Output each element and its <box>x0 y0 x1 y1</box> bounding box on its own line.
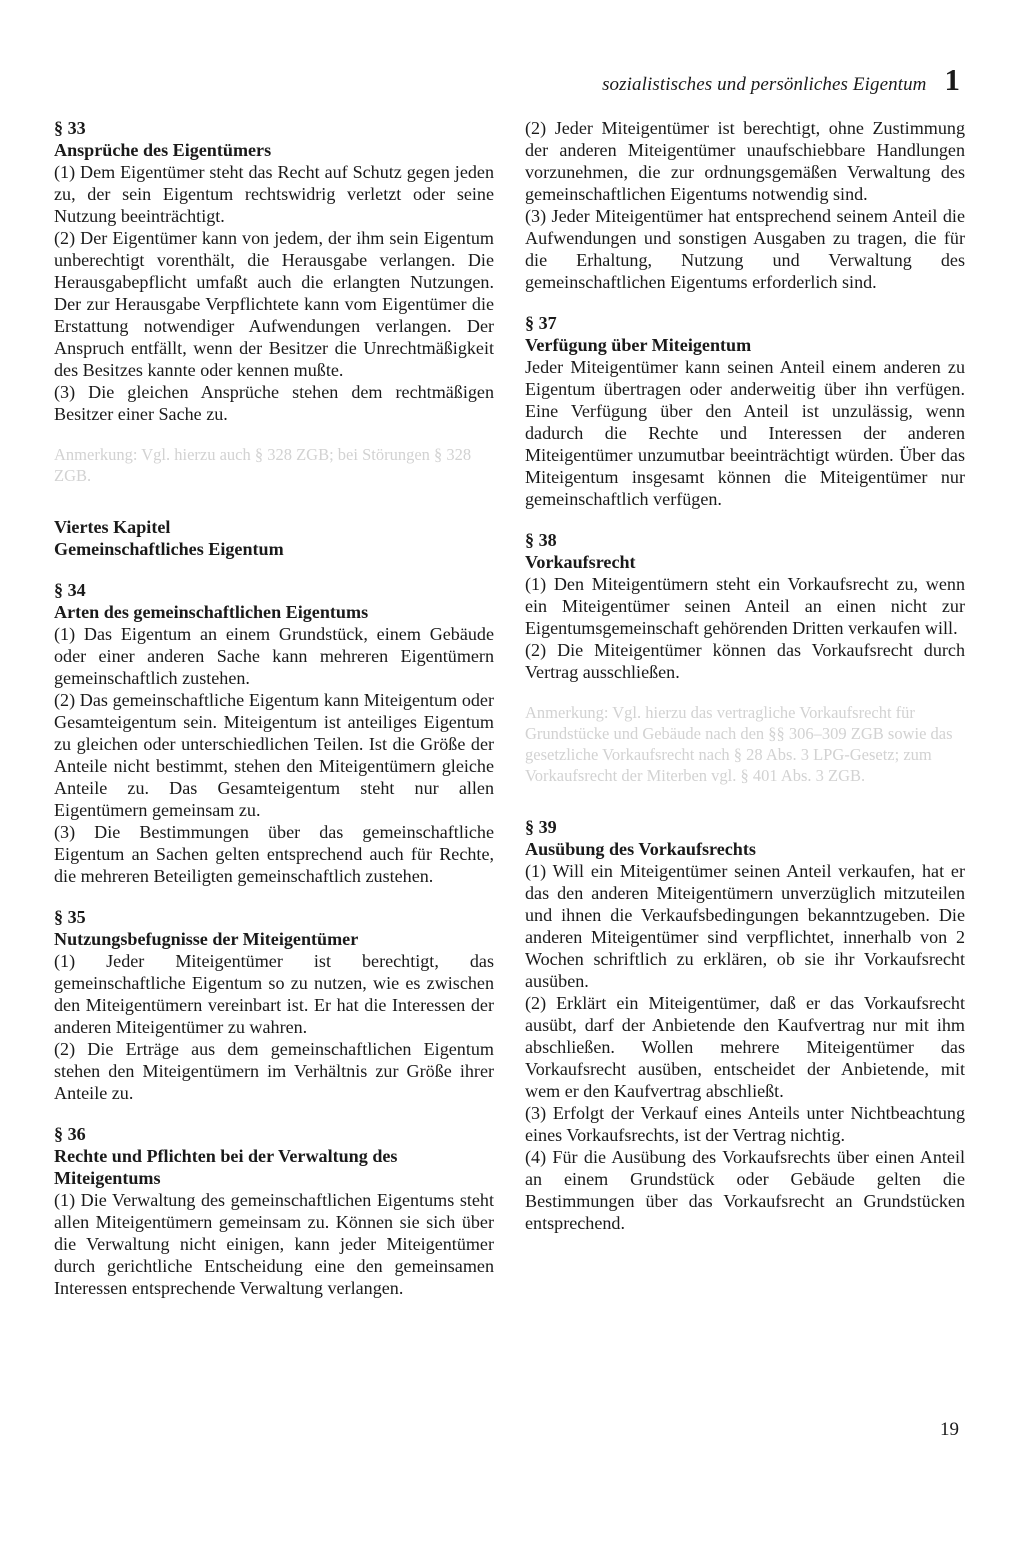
right-column <box>525 117 965 1253</box>
chapter-number: 1 <box>944 62 960 97</box>
paragraph: (1) Das Eigentum an einem Grundstück, einem Gebäude oder einer anderen Sache kann mehreren Eigentümern gemeinschaftlich zustehen. <box>54 624 494 688</box>
paragraph: (1) Jeder Miteigentümer ist berechtigt, das gemeinschaftliche Eigentum so zu nutzen, wie es zwischen den Miteigentümern vereinbart ist. Er hat die Interessen der anderen Miteigentümer zu wahren. <box>54 951 494 1037</box>
paragraph: (1) Den Miteigentümern steht ein Vorkaufsrecht zu, wenn ein Miteigentümer seinen Anteil an einen nicht zur Eigentumsgemeinschaft gehörenden Dritten verkaufen will. <box>525 574 965 638</box>
section-number: § 39 <box>525 817 557 837</box>
chapter-heading <box>54 516 494 560</box>
paragraph: (3) Jeder Miteigentümer hat entsprechend seinem Anteil die Aufwendungen und sonstigen Ausgaben zu tragen, die für die Erhaltung, Nutzung und Verwaltung des gemeinschaftlichen Eigentums erforderlich sind. <box>525 206 965 292</box>
faded-annotation: Anmerkung: Vgl. hierzu das vertragliche Vorkaufsrecht für Grundstücke und Gebäude nach den §§ 306–309 ZGB sowie das gesetzliche Vorkaufsrecht nach § 28 Abs. 3 LPG-Gesetz; zum Vorkaufsrecht der Miterben vgl. § 401 Abs. 3 ZGB. <box>525 703 953 785</box>
paragraph: (1) Die Verwaltung des gemeinschaftlichen Eigentums steht allen Miteigentümern gemeinsam zu. Können sie sich über die Verwaltung nicht einigen, kann jeder Miteigentümer durch gerichtliche Entscheidung eine den gemeinsamen Interessen entsprechende Verwaltung verlangen. <box>54 1190 494 1298</box>
section-34 <box>54 579 494 887</box>
paragraph: (3) Die gleichen Ansprüche stehen dem rechtmäßigen Besitzer einer Sache zu. <box>54 382 494 424</box>
page-number: 19 <box>940 1419 959 1440</box>
section-number: § 33 <box>54 118 86 138</box>
paragraph: (2) Die Erträge aus dem gemeinschaftlichen Eigentum stehen den Miteigentümern im Verhältnis zur Größe ihrer Anteile zu. <box>54 1039 494 1103</box>
section-36 <box>54 1123 494 1299</box>
paragraph: (2) Der Eigentümer kann von jedem, der ihm sein Eigentum unberechtigt vorenthält, die Herausgabe verlangen. Die Herausgabepflicht umfaßt auch die erlangten Nutzungen. Der zur Herausgabe Verpflichtete kann vom Eigentümer die Erstattung notwendiger Aufwendungen verlangen. Der Anspruch entfällt, wenn der Besitzer die Unrechtmäßigkeit des Besitzes kannte oder kennen mußte. <box>54 228 494 380</box>
paragraph: Jeder Miteigentümer kann seinen Anteil einem anderen zu Eigentum übertragen oder anderweitig über ihn verfügen. Eine Verfügung über den Anteil ist unzulässig, wenn dadurch die Rechte und Interessen der anderen Miteigentümer unzumutbar beeinträchtigt würden. Über das Miteigentum insgesamt können die Miteigentümer nur gemeinschaftlich verfügen. <box>525 357 965 509</box>
paragraph: (3) Erfolgt der Verkauf eines Anteils unter Nichtbeachtung eines Vorkaufsrechts, ist der Vertrag nichtig. <box>525 1103 965 1145</box>
paragraph: (1) Will ein Miteigentümer seinen Anteil verkaufen, hat er das den anderen Miteigentümern unverzüglich mitzuteilen und ihnen die Verkaufsbedingungen bekanntzugeben. Die anderen Miteigentümer sind verpflichtet, innerhalb von 2 Wochen schriftlich zu erklären, ob sie ihr Vorkaufsrecht ausüben. <box>525 861 965 991</box>
section-title: Vorkaufsrecht <box>525 552 636 572</box>
running-title: sozialistisches und persönliches Eigentum <box>602 74 927 95</box>
paragraph: (4) Für die Ausübung des Vorkaufsrechts über einen Anteil an einem Grundstück oder Gebäude gelten die Bestimmungen über das Vorkaufsrecht an Grundstücken entsprechend. <box>525 1147 965 1233</box>
running-header <box>602 64 960 96</box>
section-35 <box>54 906 494 1104</box>
paragraph: (2) Erklärt ein Miteigentümer, daß er das Vorkaufsrecht ausübt, darf der Anbietende den Kaufvertrag nur mit ihm abschließen. Wollen mehrere Miteigentümer das Vorkaufsrecht ausüben, entscheidet der Anbietende, mit wem er den Kaufvertrag abschließt. <box>525 993 965 1101</box>
section-number: § 37 <box>525 313 557 333</box>
section-number: § 35 <box>54 907 86 927</box>
paragraph: (3) Die Bestimmungen über das gemeinschaftliche Eigentum an Sachen gelten entsprechend auch für Rechte, die mehreren Beteiligten gemeinschaftlich zustehen. <box>54 822 494 886</box>
left-column <box>54 117 494 1318</box>
section-title: Rechte und Pflichten bei der Verwaltung des Miteigentums <box>54 1146 398 1188</box>
section-36-continued <box>525 117 965 293</box>
section-title: Verfügung über Miteigentum <box>525 335 752 355</box>
paragraph: (1) Dem Eigentümer steht das Recht auf Schutz gegen jeden zu, der sein Eigentum rechtswidrig verletzt oder seine Nutzung beeinträchtigt. <box>54 162 494 226</box>
faded-annotation: Anmerkung: Vgl. hierzu auch § 328 ZGB; bei Störungen § 328 ZGB. <box>54 445 472 485</box>
section-number: § 36 <box>54 1124 86 1144</box>
section-38 <box>525 529 965 683</box>
chapter-title: Gemeinschaftliches Eigentum <box>54 539 284 559</box>
paragraph: (2) Das gemeinschaftliche Eigentum kann Miteigentum oder Gesamteigentum sein. Miteigentum ist anteiliges Eigentum zu gleichen oder unterschiedlichen Teilen. Ist die Größe der Anteile nicht bestimmt, stehen den Miteigentümern gleiche Anteile zu. Das Gesamteigentum steht nur allen Eigentümern gemeinsam zu. <box>54 690 494 820</box>
section-number: § 38 <box>525 530 557 550</box>
section-37 <box>525 312 965 510</box>
section-39 <box>525 816 965 1234</box>
section-number: § 34 <box>54 580 86 600</box>
section-title: Ausübung des Vorkaufsrechts <box>525 839 756 859</box>
section-title: Arten des gemeinschaftlichen Eigentums <box>54 602 369 622</box>
paragraph: (2) Die Miteigentümer können das Vorkaufsrecht durch Vertrag ausschließen. <box>525 640 965 682</box>
chapter-label: Viertes Kapitel <box>54 517 171 537</box>
section-title: Nutzungsbefugnisse der Miteigentümer <box>54 929 359 949</box>
paragraph: (2) Jeder Miteigentümer ist berechtigt, ohne Zustimmung der anderen Miteigentümer unaufschiebbare Handlungen vorzunehmen, die zur ordnungsgemäßen Verwaltung des gemeinschaftlichen Eigentums notwendig sind. <box>525 118 965 204</box>
section-title: Ansprüche des Eigentümers <box>54 140 272 160</box>
section-33 <box>54 117 494 425</box>
